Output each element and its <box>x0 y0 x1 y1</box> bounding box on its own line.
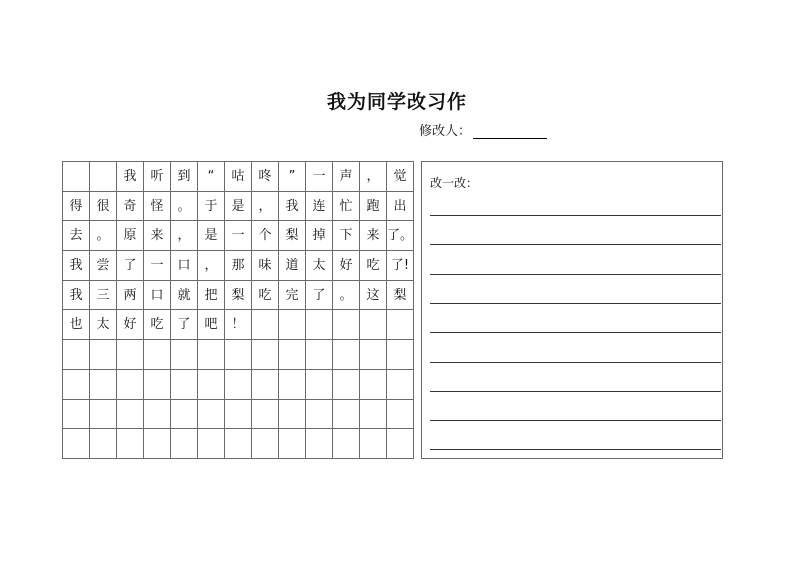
grid-cell: 一 <box>306 162 333 192</box>
grid-cell <box>117 399 144 429</box>
grid-cell: ！ <box>225 310 252 340</box>
revision-label: 改一改： <box>430 176 479 190</box>
grid-cell <box>90 369 117 399</box>
grid-cell <box>252 369 279 399</box>
grid-cell: 梨 <box>279 221 306 251</box>
grid-cell <box>306 369 333 399</box>
grid-cell <box>90 162 117 192</box>
grid-cell <box>225 399 252 429</box>
grid-cell <box>333 340 360 370</box>
grid-cell: 三 <box>90 280 117 310</box>
grid-cell <box>360 340 387 370</box>
grid-row <box>63 429 414 459</box>
grid-cell <box>387 340 414 370</box>
grid-cell: 我 <box>63 280 90 310</box>
writing-line[interactable] <box>430 244 721 245</box>
grid-cell: 。 <box>171 191 198 221</box>
grid-cell: 声 <box>333 162 360 192</box>
grid-cell: 这 <box>360 280 387 310</box>
grid-cell: 连 <box>306 191 333 221</box>
grid-cell <box>360 429 387 459</box>
grid-cell: 咚 <box>252 162 279 192</box>
grid-cell <box>117 369 144 399</box>
grid-cell: 了 <box>171 310 198 340</box>
grid-cell <box>198 369 225 399</box>
grid-cell <box>360 310 387 340</box>
grid-cell <box>387 369 414 399</box>
grid-row <box>63 251 414 281</box>
grid-cell <box>225 340 252 370</box>
grid-cell: 来 <box>360 221 387 251</box>
grid-cell <box>63 429 90 459</box>
grid-cell: 我 <box>279 191 306 221</box>
grid-cell <box>252 310 279 340</box>
grid-cell <box>387 399 414 429</box>
grid-cell: 味 <box>252 251 279 281</box>
grid-cell: 。 <box>90 221 117 251</box>
grid-cell <box>90 399 117 429</box>
grid-cell <box>198 340 225 370</box>
grid-cell <box>279 310 306 340</box>
grid-cell <box>387 429 414 459</box>
grid-cell <box>360 399 387 429</box>
grid-cell: 觉 <box>387 162 414 192</box>
grid-row <box>63 191 414 221</box>
grid-cell <box>306 399 333 429</box>
writing-line[interactable] <box>430 362 721 363</box>
grid-row <box>63 399 414 429</box>
writing-line[interactable] <box>430 303 721 304</box>
writing-line[interactable] <box>430 449 721 450</box>
grid-row <box>63 310 414 340</box>
grid-cell <box>63 340 90 370</box>
grid-cell: 出 <box>387 191 414 221</box>
grid-cell <box>279 399 306 429</box>
grid-cell: 两 <box>117 280 144 310</box>
grid-row <box>63 162 414 192</box>
grid-cell <box>333 310 360 340</box>
grid-cell: 个 <box>252 221 279 251</box>
grid-cell: 也 <box>63 310 90 340</box>
grid-cell: 了。 <box>387 221 414 251</box>
grid-cell <box>387 310 414 340</box>
grid-cell: 梨 <box>225 280 252 310</box>
grid-cell: 梨 <box>387 280 414 310</box>
grid-cell <box>279 340 306 370</box>
grid-cell: 。 <box>333 280 360 310</box>
grid-cell <box>225 429 252 459</box>
grid-cell <box>171 399 198 429</box>
writing-line[interactable] <box>430 274 721 275</box>
grid-row <box>63 280 414 310</box>
writing-line[interactable] <box>430 420 721 421</box>
grid-cell <box>333 399 360 429</box>
grid-cell <box>306 310 333 340</box>
grid-cell: 原 <box>117 221 144 251</box>
grid-cell <box>279 429 306 459</box>
grid-cell <box>306 340 333 370</box>
grid-cell: ， <box>171 221 198 251</box>
grid-cell: 咕 <box>225 162 252 192</box>
grid-cell: ， <box>252 191 279 221</box>
grid-cell: 跑 <box>360 191 387 221</box>
grid-cell: 一 <box>144 251 171 281</box>
grid-cell: 完 <box>279 280 306 310</box>
grid-cell: 吃 <box>252 280 279 310</box>
grid-cell <box>279 369 306 399</box>
grid-cell: 好 <box>117 310 144 340</box>
grid-cell: 了 <box>117 251 144 281</box>
grid-cell: 忙 <box>333 191 360 221</box>
grid-cell <box>144 429 171 459</box>
grid-cell: 是 <box>198 221 225 251</box>
grid-cell <box>333 369 360 399</box>
grid-cell <box>252 340 279 370</box>
grid-cell <box>198 429 225 459</box>
grid-cell <box>117 340 144 370</box>
grid-cell <box>252 399 279 429</box>
grid-row <box>63 340 414 370</box>
grid-cell <box>63 399 90 429</box>
grid-cell: “ <box>198 162 225 192</box>
reviser-field <box>419 120 547 139</box>
grid-cell: 吃 <box>144 310 171 340</box>
grid-cell <box>171 369 198 399</box>
grid-cell: 到 <box>171 162 198 192</box>
grid-cell: 来 <box>144 221 171 251</box>
grid-cell: 听 <box>144 162 171 192</box>
grid-cell: 尝 <box>90 251 117 281</box>
grid-cell: 那 <box>225 251 252 281</box>
grid-cell: 怪 <box>144 191 171 221</box>
grid-cell: ， <box>360 162 387 192</box>
grid-cell: 把 <box>198 280 225 310</box>
grid-cell: 好 <box>333 251 360 281</box>
grid-cell: 道 <box>279 251 306 281</box>
grid-cell <box>144 369 171 399</box>
grid-cell: 了 <box>306 280 333 310</box>
grid-cell: 是 <box>225 191 252 221</box>
grid-cell <box>333 429 360 459</box>
grid-cell: 我 <box>63 251 90 281</box>
grid-cell <box>171 429 198 459</box>
reviser-label: 修改人： <box>419 124 472 139</box>
grid-cell: ” <box>279 162 306 192</box>
grid-cell: 于 <box>198 191 225 221</box>
grid-cell: 一 <box>225 221 252 251</box>
grid-cell: 掉 <box>306 221 333 251</box>
grid-cell <box>225 369 252 399</box>
grid-cell: 得 <box>63 191 90 221</box>
grid-cell: 口 <box>144 280 171 310</box>
grid-cell: 吃 <box>360 251 387 281</box>
grid-cell: 下 <box>333 221 360 251</box>
grid-cell <box>90 340 117 370</box>
grid-cell: 太 <box>90 310 117 340</box>
grid-cell <box>198 399 225 429</box>
grid-cell: 我 <box>117 162 144 192</box>
grid-cell: 很 <box>90 191 117 221</box>
grid-cell <box>252 429 279 459</box>
grid-cell <box>144 340 171 370</box>
revision-panel <box>421 161 723 459</box>
grid-cell: 口 <box>171 251 198 281</box>
page-title: 我为同学改习作 <box>326 91 467 113</box>
grid-cell <box>63 162 90 192</box>
writing-line[interactable] <box>430 332 721 333</box>
grid-cell: ， <box>198 251 225 281</box>
grid-cell <box>171 340 198 370</box>
grid-cell: 去 <box>63 221 90 251</box>
essay-grid <box>62 161 414 459</box>
grid-cell: 就 <box>171 280 198 310</box>
grid-cell <box>117 429 144 459</box>
grid-cell <box>90 429 117 459</box>
reviser-blank-line[interactable] <box>473 125 547 139</box>
grid-cell: 太 <box>306 251 333 281</box>
grid-cell <box>63 369 90 399</box>
grid-cell: 奇 <box>117 191 144 221</box>
writing-line[interactable] <box>430 391 721 392</box>
grid-cell <box>144 399 171 429</box>
grid-cell: 了! <box>387 251 414 281</box>
grid-cell <box>306 429 333 459</box>
grid-cell <box>360 369 387 399</box>
grid-row <box>63 221 414 251</box>
writing-line[interactable] <box>430 215 721 216</box>
grid-cell: 吧 <box>198 310 225 340</box>
grid-row <box>63 369 414 399</box>
